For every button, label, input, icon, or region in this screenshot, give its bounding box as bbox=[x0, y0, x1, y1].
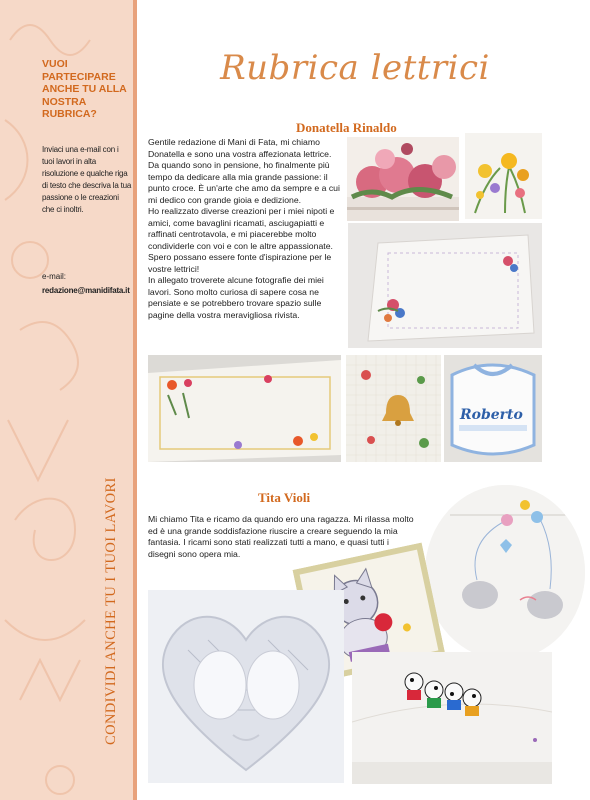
paragraph: In allegato troverete alcune fotografie dei miei lavori. Sono molto curiosa di sapere cosa ne pensiate e se potrebbero trovare spazio sulle pagine della vostra meravigliosa rivista. bbox=[148, 275, 324, 320]
photo-dalmatians-embroidery bbox=[352, 652, 552, 784]
photo-baby-bib bbox=[444, 355, 542, 462]
letter-text-donatella bbox=[148, 137, 344, 321]
vertical-slogan: CONDIVIDI ANCHE TU I TUOI LAVORI bbox=[103, 477, 119, 745]
photo-yellow-flowers-embroidery bbox=[465, 133, 542, 219]
bib-name: Roberto bbox=[460, 407, 523, 423]
letter-text-tita: Mi chiamo Tita e ricamo da quando ero una ragazza. Mi rilassa molto ed è una grande soddisfazione riuscire a creare seguendo la mia fantasia. I ricami sono stati realizzati tutti a mano, e quasi tutti i disegni sono opera mia. bbox=[148, 514, 414, 559]
email-label: e-mail: bbox=[42, 272, 67, 281]
page-title: Rubrica lettrici bbox=[220, 48, 490, 88]
sidebar-heading: VUOI PARTECIPARE ANCHE TU ALLA NOSTRA RUBRICA? bbox=[42, 58, 127, 120]
author-name-tita: Tita Violi bbox=[258, 490, 311, 505]
photo-tablecloth-floral-corners bbox=[348, 223, 542, 348]
photo-cutwork-heart bbox=[148, 590, 344, 783]
photo-tea-towel-bell bbox=[346, 355, 441, 462]
author-name-donatella: Donatella Rinaldo bbox=[296, 120, 397, 135]
photo-peony-embroidery bbox=[347, 137, 459, 221]
sidebar-body-text: Inviaci una e-mail con i tuoi lavori in alta risoluzione e qualche riga di testo che descriva la tua passione o le creazioni che ci inoltri. bbox=[42, 145, 132, 215]
sidebar bbox=[0, 0, 137, 800]
photo-table-runner-tulips bbox=[148, 355, 341, 462]
sidebar-accent-strip bbox=[133, 0, 137, 800]
email-address[interactable]: redazione@manidifata.it bbox=[42, 286, 130, 295]
paragraph: Ho realizzato diverse creazioni per i miei nipoti e amici, come bavaglini ricamati, asciugapiatti e raffinati centrotavola, e mi piacerebbe molto condividerle con voi e con le altre appassionate. Spero possano essere fonte d'ispirazione per le vostre lettrici! bbox=[148, 206, 335, 274]
photo-elephants-balloons bbox=[425, 485, 585, 660]
paragraph: Gentile redazione di Mani di Fata, mi chiamo Donatella e sono una vostra affezionata lettrice. Da quando sono in pensione, ho finalmente più tempo da dedicare alla mia grande passione: il punto croce. È un'arte che amo da sempre e a cui mi dedico con grande gioia e dedizione. bbox=[148, 137, 340, 205]
